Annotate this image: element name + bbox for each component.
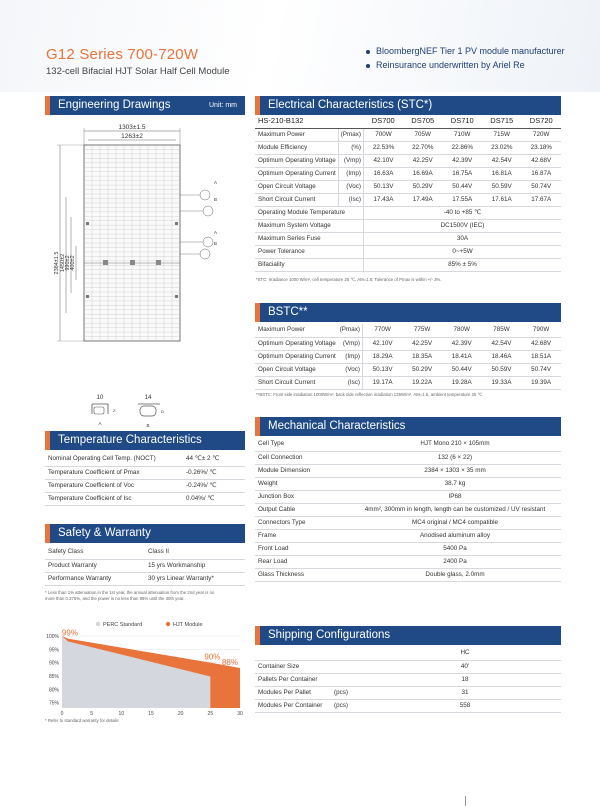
cell-value: 785W xyxy=(482,324,522,337)
series-title: G12 Series 700-720W xyxy=(46,46,199,63)
row-label: Maximum System Voltage xyxy=(255,219,364,232)
table-row xyxy=(255,490,561,503)
row-label: Temperature Coefficient of Isc xyxy=(45,492,183,505)
cell-value: 16.63A xyxy=(364,167,404,180)
row-label: Safety Class xyxy=(45,546,145,559)
junction-box xyxy=(156,260,161,265)
cell-value: Anodised aluminum alloy xyxy=(349,529,561,542)
table-row xyxy=(255,542,561,555)
cell-value: 18.41A xyxy=(442,350,482,363)
y-tick-label: 95% xyxy=(48,647,59,654)
data-label: 99% xyxy=(61,628,78,638)
table-row xyxy=(255,477,561,490)
y-tick-label: 80% xyxy=(48,687,59,694)
stc-row xyxy=(255,206,561,219)
row-label: Module Dimension xyxy=(255,464,349,477)
table-row xyxy=(45,546,245,559)
shipping-table xyxy=(255,647,561,713)
cell-value: 2400 Pa xyxy=(349,555,561,568)
cell-value: 18.46A xyxy=(482,350,522,363)
table-row xyxy=(45,492,245,505)
cell-value: 16.75A xyxy=(443,167,483,180)
row-unit: (Pmax) xyxy=(338,324,363,337)
cell-value: 710W xyxy=(443,128,483,141)
bstc-table xyxy=(255,324,561,390)
cell-value: 22.53% xyxy=(364,141,404,154)
dim-width-inner: 1263±2 xyxy=(121,133,143,140)
bstc-row xyxy=(255,350,561,363)
callout-label: A xyxy=(214,180,218,185)
shipping-row xyxy=(255,699,561,712)
row-unit: (Isc) xyxy=(338,376,363,389)
row-label: Output Cable xyxy=(255,503,349,516)
row-label: Open Circuit Voltage xyxy=(255,363,338,376)
bstc-row xyxy=(255,337,561,350)
row-unit: (pcs) xyxy=(331,686,369,699)
row-label: Temperature Coefficient of Pmax xyxy=(45,466,183,479)
svg-text:Z: Z xyxy=(113,408,116,413)
dim-height-2: 1450±2 xyxy=(60,253,66,273)
cell-value: 31 xyxy=(369,686,561,699)
row-label: Performance Warranty xyxy=(45,572,145,585)
junction-box xyxy=(103,260,108,265)
cell-value: 42.10V xyxy=(363,337,403,350)
cell-value: 50.29V xyxy=(402,363,442,376)
row-unit: (Voc) xyxy=(338,180,363,193)
row-label: Module Efficiency xyxy=(255,141,338,154)
y-tick-label: 90% xyxy=(48,660,59,667)
cell-value: 17.55A xyxy=(443,193,483,206)
cell-value: HC xyxy=(369,647,561,660)
x-tick-label: 5 xyxy=(90,711,94,717)
row-unit: (Vmp) xyxy=(338,154,363,167)
dim-height-3: 990±2 xyxy=(65,255,71,271)
model-header: DS700 xyxy=(364,115,404,128)
dim-width-outer: 1303±1.5 xyxy=(118,124,146,131)
table-row xyxy=(45,572,245,585)
row-label: Optimum Operating Voltage xyxy=(255,337,338,350)
cell-value: 720W xyxy=(522,128,562,141)
cell-value: 42.25V xyxy=(402,337,442,350)
cell-value: 16.87A xyxy=(522,167,562,180)
row-unit xyxy=(331,673,369,686)
cell-value: 85% ± 5% xyxy=(364,258,562,271)
temperature-table xyxy=(45,453,245,506)
cell-value: 17.67A xyxy=(522,193,562,206)
row-unit: (Voc) xyxy=(338,363,363,376)
cell-value: 23.18% xyxy=(522,141,562,154)
cell-value: -0.26%/ ℃ xyxy=(183,466,245,479)
table-row xyxy=(255,464,561,477)
table-row xyxy=(45,466,245,479)
callout-label: B xyxy=(214,241,218,246)
row-label: Operating Module Temperature xyxy=(255,206,364,219)
row-unit xyxy=(331,647,369,660)
cell-value: 770W xyxy=(363,324,403,337)
cell-value: 790W xyxy=(521,324,561,337)
cell-value: 4mm², 300mm in length, length can be customized / UV resistant xyxy=(349,503,561,516)
row-label: Nominal Operating Cell Temp. (NOCT) xyxy=(45,453,183,466)
model-header: DS720 xyxy=(522,115,562,128)
legend-label: HJT Module xyxy=(173,622,203,628)
row-label: Open Circuit Voltage xyxy=(255,180,338,193)
cell-value: 22.86% xyxy=(443,141,483,154)
header-bullets xyxy=(366,44,565,72)
cell-value: 23.02% xyxy=(482,141,522,154)
detail-a-label: A xyxy=(98,421,102,426)
junction-box xyxy=(130,260,135,265)
row-label: Modules Per Pallet xyxy=(255,686,331,699)
cell-value: 2384 × 1303 × 35 mm xyxy=(349,464,561,477)
row-label xyxy=(255,647,331,660)
cell-value: DC1500V (IEC) xyxy=(364,219,562,232)
row-label: Short Circuit Current xyxy=(255,376,338,389)
cell-value: 42.39V xyxy=(443,154,483,167)
cell-value: 42.54V xyxy=(482,337,522,350)
row-unit: (Pmax) xyxy=(338,128,363,141)
legend-swatch xyxy=(96,622,100,626)
dim-height-outer: 2384±1.5 xyxy=(54,251,60,275)
cell-value: 50.44V xyxy=(443,180,483,193)
cell-value: 0.04%/ ℃ xyxy=(183,492,245,505)
cell-value: 17.49A xyxy=(403,193,443,206)
row-label: Optimum Operating Voltage xyxy=(255,154,338,167)
section-temperature: Temperature Characteristics xyxy=(45,431,245,450)
cell-value: 0~+5W xyxy=(364,245,562,258)
engineering-drawing xyxy=(48,117,244,437)
model-header: DS705 xyxy=(403,115,443,128)
warranty-chart xyxy=(40,616,250,728)
cell-value: 50.29V xyxy=(403,180,443,193)
row-label: Container Size xyxy=(255,660,331,673)
cell-value: 30A xyxy=(364,232,562,245)
row-unit xyxy=(331,660,369,673)
row-label: Maximum Series Fuse xyxy=(255,232,364,245)
detail-a-dim: 10 xyxy=(96,395,104,401)
cell-value: 50.13V xyxy=(363,363,403,376)
bullet-item: BloombergNEF Tier 1 PV module manufacturer xyxy=(366,44,565,58)
row-unit: (%) xyxy=(338,141,363,154)
legend-swatch xyxy=(166,622,170,626)
x-tick-label: 10 xyxy=(118,711,125,717)
stc-row xyxy=(255,245,561,258)
model-header: DS715 xyxy=(482,115,522,128)
cell-value: 50.44V xyxy=(442,363,482,376)
stc-row xyxy=(255,219,561,232)
cell-value: 19.39A xyxy=(521,376,561,389)
callout-label: B xyxy=(214,197,218,202)
row-label: Power Tolerance xyxy=(255,245,364,258)
stc-row xyxy=(255,128,561,141)
warranty-note: * Less than 1% attenuation in the 1st year, the annual attenuation from the 2nd year is no more than 0.375%, and the power is no less than 88% until the 30th year. xyxy=(45,590,215,601)
row-label: Cell Connection xyxy=(255,451,349,464)
detail-b-dim: 14 xyxy=(144,395,152,401)
series-subtitle: 132-cell Bifacial HJT Solar Half Cell Module xyxy=(46,66,230,77)
drawing-unit: Unit: mm xyxy=(209,102,237,109)
row-unit: (Imp) xyxy=(338,167,363,180)
table-row xyxy=(255,516,561,529)
cell-value: 18.35A xyxy=(402,350,442,363)
cell-value: 17.43A xyxy=(364,193,404,206)
cell-value: 780W xyxy=(442,324,482,337)
data-label: 88% xyxy=(221,658,238,667)
row-label: Optimum Operating Current xyxy=(255,167,338,180)
cell-value: 775W xyxy=(402,324,442,337)
section-engineering-drawings: Engineering Drawings Unit: mm xyxy=(45,96,245,115)
row-label: Junction Box xyxy=(255,490,349,503)
cell-value: 30 yrs Linear Warranty* xyxy=(145,572,245,585)
cell-value: 16.69A xyxy=(403,167,443,180)
table-row xyxy=(255,503,561,516)
table-row xyxy=(255,451,561,464)
row-label: Cell Type xyxy=(255,438,349,451)
bullet-dot-icon xyxy=(366,50,370,54)
row-unit: (Vmp) xyxy=(338,337,363,350)
cell-value: 18.51A xyxy=(521,350,561,363)
row-label: Bifaciality xyxy=(255,258,364,271)
cell-value: 50.74V xyxy=(522,180,562,193)
bullet-dot-icon xyxy=(366,64,370,68)
cell-value: 700W xyxy=(364,128,404,141)
model-header: DS710 xyxy=(443,115,483,128)
cell-value: 38.7 kg xyxy=(349,477,561,490)
cell-value: 18.29A xyxy=(363,350,403,363)
page-marker xyxy=(465,796,466,806)
row-label: Connectors Type xyxy=(255,516,349,529)
stc-row xyxy=(255,180,561,193)
cell-value: -0.24%/ ℃ xyxy=(183,479,245,492)
cell-value: 18 xyxy=(369,673,561,686)
cell-value: 705W xyxy=(403,128,443,141)
chart-note: * Refer to standard warranty for details xyxy=(45,718,119,723)
y-tick-label: 100% xyxy=(46,634,59,640)
cell-value: IP68 xyxy=(349,490,561,503)
detail-b-label: B xyxy=(146,423,150,428)
shipping-row xyxy=(255,686,561,699)
cell-value: 15 yrs Workmanship xyxy=(145,559,245,572)
section-bstc: BSTC** xyxy=(255,303,561,322)
table-row xyxy=(45,559,245,572)
cell-value: Double glass, 2.0mm xyxy=(349,568,561,581)
bstc-note: **BSTC: Front side irradiation 1000W/m², back side reflection irradiation 135W/m², AM=1.5, ambient temperature 25 ℃ xyxy=(256,392,483,397)
cell-value: MC4 original / MC4 compatible xyxy=(349,516,561,529)
cell-value: 50.13V xyxy=(364,180,404,193)
row-label: Modules Per Container xyxy=(255,699,331,712)
cell-value: 42.68V xyxy=(521,337,561,350)
row-unit: (Isc) xyxy=(338,193,363,206)
cell-value: 42.10V xyxy=(364,154,404,167)
x-tick-label: 25 xyxy=(207,711,214,717)
cell-value: 22.70% xyxy=(403,141,443,154)
stc-row xyxy=(255,167,561,180)
cell-value: 44 ℃± 2 ℃ xyxy=(183,453,245,466)
safety-table xyxy=(45,546,245,586)
section-shipping: Shipping Configurations xyxy=(255,626,561,645)
bstc-row xyxy=(255,363,561,376)
stc-row xyxy=(255,258,561,271)
cell-value: 17.61A xyxy=(482,193,522,206)
model-code: HS-210-B132 xyxy=(255,115,364,128)
row-unit: (Imp) xyxy=(338,350,363,363)
shipping-row xyxy=(255,660,561,673)
row-unit: (pcs) xyxy=(331,699,369,712)
cell-value: 132 (6 × 22) xyxy=(349,451,561,464)
stc-note: *STC: Irradiance 1000 W/m², cell temperature 25 ℃, AM=1.5; Tolerance of Pmax is within +/- 3%. xyxy=(256,277,442,282)
mechanical-table xyxy=(255,438,561,582)
cell-value: Class II xyxy=(145,546,245,559)
section-safety-warranty: Safety & Warranty xyxy=(45,524,245,543)
cell-value: 42.68V xyxy=(522,154,562,167)
stc-row xyxy=(255,154,561,167)
stc-row xyxy=(255,232,561,245)
cell-value: 40' xyxy=(369,660,561,673)
y-tick-label: 85% xyxy=(48,674,59,680)
table-row xyxy=(255,529,561,542)
bstc-row xyxy=(255,376,561,389)
series-area-perc-standard xyxy=(62,636,210,708)
row-label: Maximum Power xyxy=(255,324,338,337)
cell-value: 715W xyxy=(482,128,522,141)
table-row xyxy=(45,453,245,466)
shipping-row xyxy=(255,673,561,686)
bullet-item: Reinsurance underwritten by Ariel Re xyxy=(366,58,565,72)
cell-value: HJT Mono 210 × 105mm xyxy=(349,438,561,451)
stc-row xyxy=(255,141,561,154)
bstc-row xyxy=(255,324,561,337)
cell-value: 50.59V xyxy=(482,180,522,193)
row-label: Front Load xyxy=(255,542,349,555)
callout-label: A xyxy=(214,230,218,235)
table-row xyxy=(255,568,561,581)
cell-value: 19.33A xyxy=(482,376,522,389)
x-tick-label: 20 xyxy=(177,711,184,717)
table-row xyxy=(45,479,245,492)
cell-value: -40 to +85 ℃ xyxy=(364,206,562,219)
row-label: Short Circuit Current xyxy=(255,193,338,206)
cell-value: 16.81A xyxy=(482,167,522,180)
data-label: 90% xyxy=(204,652,221,662)
table-row xyxy=(255,555,561,568)
x-tick-label: 30 xyxy=(237,711,243,717)
row-label: Temperature Coefficient of Voc xyxy=(45,479,183,492)
legend-label: PERC Standard xyxy=(103,622,143,628)
cell-value: 5400 Pa xyxy=(349,542,561,555)
cell-value: 42.54V xyxy=(482,154,522,167)
row-label: Glass Thickness xyxy=(255,568,349,581)
table-row xyxy=(255,438,561,451)
section-electrical-stc: Electrical Characteristics (STC*) xyxy=(255,96,561,115)
cell-value: 19.28A xyxy=(442,376,482,389)
row-label: Product Warranty xyxy=(45,559,145,572)
cell-value: 42.39V xyxy=(442,337,482,350)
x-tick-label: 0 xyxy=(60,711,64,717)
shipping-row xyxy=(255,647,561,660)
cell-value: 50.74V xyxy=(521,363,561,376)
section-mechanical: Mechanical Characteristics xyxy=(255,417,561,436)
cell-value: 558 xyxy=(369,699,561,712)
svg-text:D: D xyxy=(161,409,164,414)
x-tick-label: 15 xyxy=(148,711,154,717)
cell-value: 19.22A xyxy=(402,376,442,389)
cell-value: 50.59V xyxy=(482,363,522,376)
cell-value: 19.17A xyxy=(363,376,403,389)
y-tick-label: 75% xyxy=(48,700,59,707)
row-label: Weight xyxy=(255,477,349,490)
row-label: Rear Load xyxy=(255,555,349,568)
row-label: Frame xyxy=(255,529,349,542)
row-label: Maximum Power xyxy=(255,128,338,141)
row-label: Pallets Per Container xyxy=(255,673,331,686)
cell-value: 42.25V xyxy=(403,154,443,167)
row-label: Optimum Operating Current xyxy=(255,350,338,363)
dim-height-4: 400±2 xyxy=(70,255,76,271)
stc-row xyxy=(255,193,561,206)
stc-table xyxy=(255,115,561,272)
